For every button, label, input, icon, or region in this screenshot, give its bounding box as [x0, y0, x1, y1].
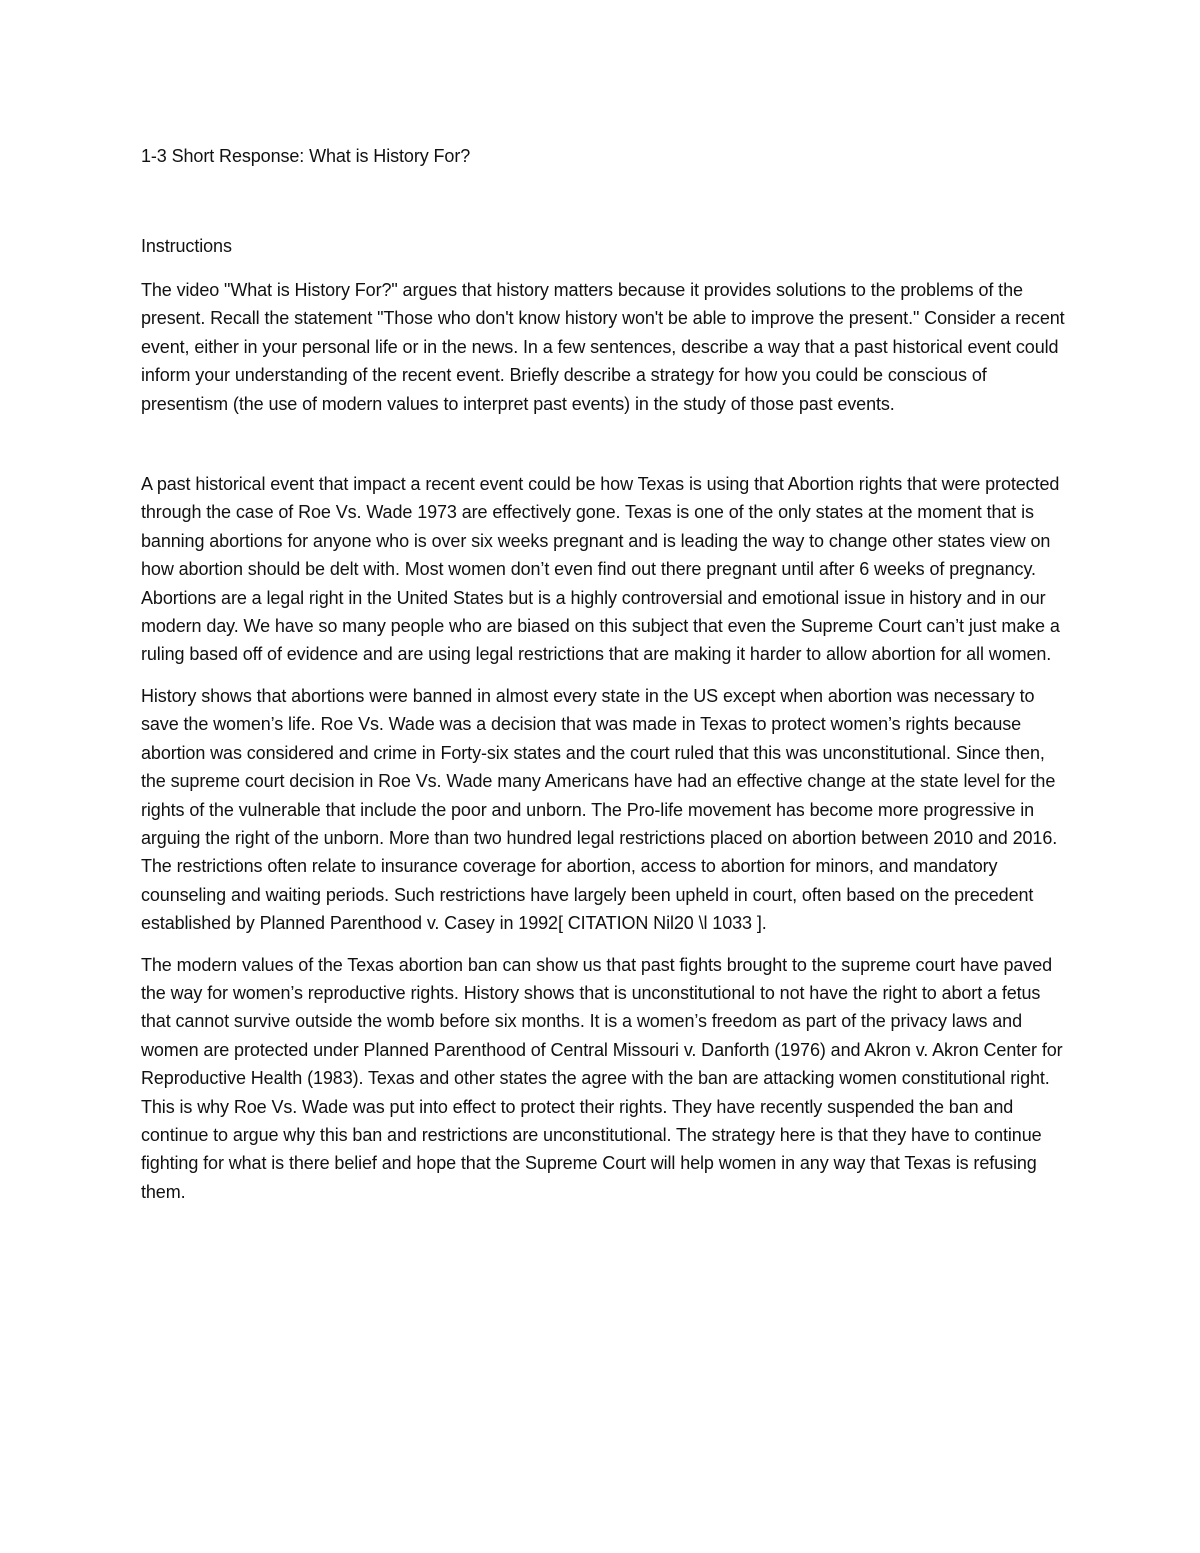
- response-paragraph: A past historical event that impact a recent event could be how Texas is using that Abortion rights that were protected through the case of Roe Vs. Wade 1973 are effectively gone. Texas is one of the only states at the moment that is banning abortions for anyone who is over six weeks pregnant and is leading the way to change other states view on how abortion should be delt with. Most women don’t even find out there pregnant until after 6 weeks of pregnancy. Abortions are a legal right in the United States but is a highly controversial and emotional issue in history and in our modern day. We have so many people who are biased on this subject that even the Supreme Court can’t just make a ruling based off of evidence and are using legal restrictions that are making it harder to allow abortion for all women.: [141, 474, 1060, 665]
- response-paragraph: The modern values of the Texas abortion ban can show us that past fights brought to the supreme court have paved the way for women’s reproductive rights. History shows that is unconstitutional to not have the right to abort a fetus that cannot survive outside the womb before six months. It is a women’s freedom as part of the privacy laws and women are protected under Planned Parenthood of Central Missouri v. Danforth (1976) and Akron v. Akron Center for Reproductive Health (1983). Texas and other states the agree with the ban are attacking women constitutional right. This is why Roe Vs. Wade was put into effect to protect their rights. They have recently suspended the ban and continue to argue why this ban and restrictions are unconstitutional. The strategy here is that they have to continue fighting for what is there belief and hope that the Supreme Court will help women in any way that Texas is refusing them.: [141, 954, 1063, 1202]
- instructions-heading: Instructions: [141, 236, 232, 256]
- document-title: 1-3 Short Response: What is History For?: [141, 146, 471, 166]
- document-body: [141, 142, 1071, 1206]
- response-section: [141, 470, 1071, 1206]
- instructions-text: The video "What is History For?" argues that history matters because it provides solutions to the problems of the present. Recall the statement "Those who don't know history won't be able to improve the present." Consider a recent event, either in your personal life or in the news. In a few sentences, describe a way that a past historical event could inform your understanding of the recent event. Briefly describe a strategy for how you could be conscious of presentism (the use of modern values to interpret past events) in the study of those past events.: [141, 280, 1065, 414]
- response-paragraph: History shows that abortions were banned in almost every state in the US except when abortion was necessary to save the women’s life. Roe Vs. Wade was a decision that was made in Texas to protect women’s rights because abortion was considered and crime in Forty-six states and the court ruled that this was unconstitutional. Since then, the supreme court decision in Roe Vs. Wade many Americans have had an effective change at the state level for the rights of the vulnerable that include the poor and unborn. The Pro-life movement has become more progressive in arguing the right of the unborn. More than two hundred legal restrictions placed on abortion between 2010 and 2016. The restrictions often relate to insurance coverage for abortion, access to abortion for minors, and mandatory counseling and waiting periods. Such restrictions have largely been upheld in court, often based on the precedent established by Planned Parenthood v. Casey in 1992[ CITATION Nil20 \l 1033 ].: [141, 685, 1058, 934]
